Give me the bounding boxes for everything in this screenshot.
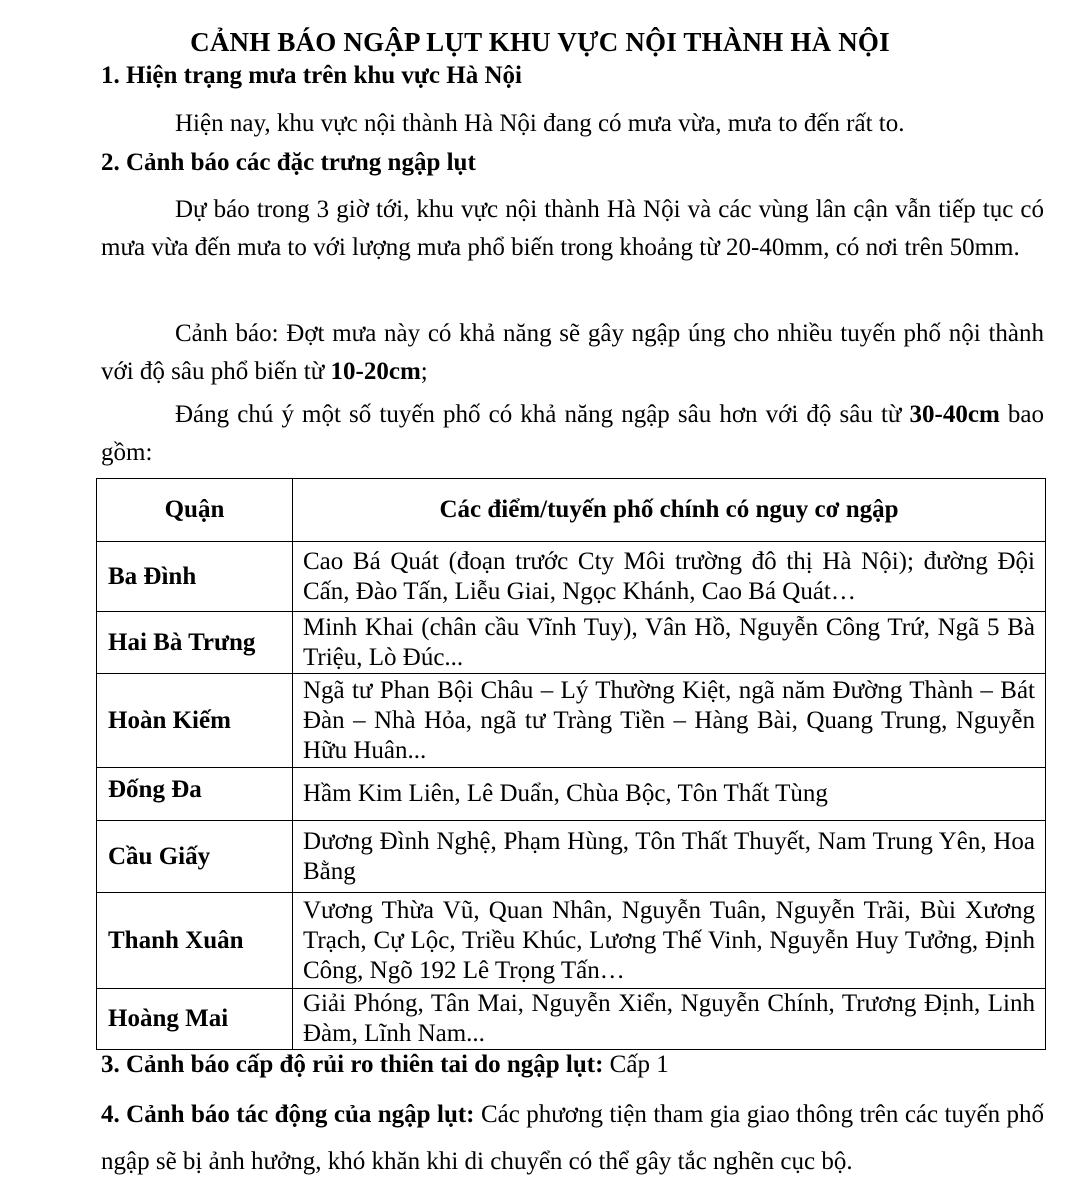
district-cell: Thanh Xuân (97, 893, 293, 989)
section-3-line (101, 1046, 1044, 1084)
notable-depth: 30-40cm (909, 401, 1000, 428)
table-row (97, 989, 1046, 1050)
forecast-paragraph (101, 191, 1044, 267)
section-1-heading: 1. Hiện trạng mưa trên khu vực Hà Nội (101, 62, 522, 89)
table-row (97, 674, 1046, 768)
forecast-text: Dự báo trong 3 giờ tới, khu vực nội thành Hà Nội và các vùng lân cận vẫn tiếp tục có mưa vừa đến mưa to với lượng mưa phổ biến trong khoảng từ 20-40mm, có nơi trên 50mm. (101, 196, 1044, 261)
section-2-heading: 2. Cảnh báo các đặc trưng ngập lụt (101, 149, 476, 176)
streets-cell: Ngã tư Phan Bội Châu – Lý Thường Kiệt, ngã năm Đường Thành – Bát Đàn – Nhà Hỏa, ngã tư Tràng Tiền – Hàng Bài, Quang Trung, Nguyễn Hữu Huân... (293, 674, 1046, 768)
risk-level-value: Cấp 1 (603, 1051, 669, 1078)
district-cell: Cầu Giấy (97, 821, 293, 893)
streets-cell: Giải Phóng, Tân Mai, Nguyễn Xiển, Nguyễn Chính, Trương Định, Linh Đàm, Lĩnh Nam... (293, 989, 1046, 1050)
flood-risk-table (96, 478, 1046, 1050)
section-1-text (101, 105, 1044, 143)
notable-suffix: bao gồm: (101, 401, 1044, 466)
streets-cell: Cao Bá Quát (đoạn trước Cty Môi trường đô thị Hà Nội); đường Đội Cấn, Đào Tấn, Liễu Giai, Ngọc Khánh, Cao Bá Quát… (293, 542, 1046, 612)
table-header-district: Quận (97, 479, 293, 542)
warning-suffix: ; (420, 358, 428, 385)
warning-paragraph (101, 315, 1044, 391)
streets-cell: Vương Thừa Vũ, Quan Nhân, Nguyễn Tuân, Nguyễn Trãi, Bùi Xương Trạch, Cự Lộc, Triều Khúc, Lương Thế Vinh, Nguyễn Huy Tưởng, Định Công, Ngõ 192 Lê Trọng Tấn… (293, 893, 1046, 989)
streets-cell: Minh Khai (chân cầu Vĩnh Tuy), Vân Hồ, Nguyễn Công Trứ, Ngã 5 Bà Triệu, Lò Đúc... (293, 612, 1046, 674)
district-cell: Hai Bà Trưng (97, 612, 293, 674)
table-row (97, 542, 1046, 612)
district-cell: Đống Đa (97, 768, 293, 821)
district-cell: Hoàng Mai (97, 989, 293, 1050)
table-row (97, 768, 1046, 821)
section-4-paragraph (101, 1091, 1044, 1185)
notable-paragraph (101, 396, 1044, 472)
section-4-heading: 4. Cảnh báo tác động của ngập lụt: (101, 1101, 475, 1128)
streets-cell: Hầm Kim Liên, Lê Duẩn, Chùa Bộc, Tôn Thất Tùng (293, 768, 1046, 821)
section-3-heading: 3. Cảnh báo cấp độ rủi ro thiên tai do ngập lụt: (101, 1051, 604, 1078)
district-cell: Ba Đình (97, 542, 293, 612)
table-row (97, 821, 1046, 893)
table-header-row (97, 479, 1046, 542)
district-cell: Hoàn Kiếm (97, 674, 293, 768)
notable-text: Đáng chú ý một số tuyến phố có khả năng ngập sâu hơn với độ sâu từ (175, 401, 910, 428)
table-row (97, 612, 1046, 674)
document-title: CẢNH BÁO NGẬP LỤT KHU VỰC NỘI THÀNH HÀ NỘI (190, 27, 890, 57)
streets-cell: Dương Đình Nghệ, Phạm Hùng, Tôn Thất Thuyết, Nam Trung Yên, Hoa Bằng (293, 821, 1046, 893)
table-row (97, 893, 1046, 989)
impact-text: Các phương tiện tham gia giao thông trên các tuyến phố ngập sẽ bị ảnh hưởng, khó khăn khi di chuyển có thể gây tắc nghẽn cục bộ. (101, 1101, 1044, 1175)
rain-status-text: Hiện nay, khu vực nội thành Hà Nội đang có mưa vừa, mưa to đến rất to. (175, 110, 905, 137)
warning-text: Cảnh báo: Đợt mưa này có khả năng sẽ gây ngập úng cho nhiều tuyến phố nội thành với độ sâu phổ biến từ (101, 320, 1044, 385)
table-header-streets: Các điểm/tuyến phố chính có nguy cơ ngập (293, 479, 1046, 542)
warning-depth: 10-20cm (330, 358, 421, 385)
